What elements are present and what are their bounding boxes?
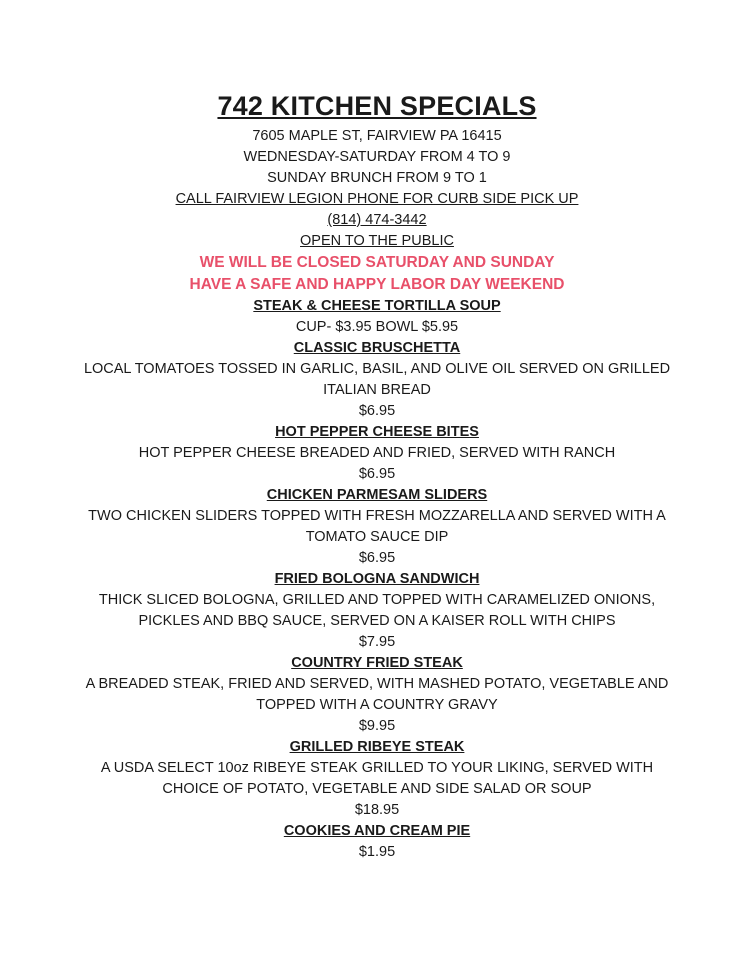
menu-item-name: CHICKEN PARMESAM SLIDERS bbox=[266, 487, 488, 503]
menu-item-description: TOMATO SAUCE DIP bbox=[305, 529, 449, 545]
menu-item-description: TWO CHICKEN SLIDERS TOPPED WITH FRESH MOZZARELLA AND SERVED WITH A bbox=[88, 508, 666, 524]
menu-item-price: $9.95 bbox=[358, 718, 396, 734]
menu-item-price: CUP- $3.95 BOWL $5.95 bbox=[295, 319, 459, 335]
menu-item bbox=[0, 737, 754, 821]
menu-item bbox=[0, 485, 754, 569]
menu-item-price: $1.95 bbox=[358, 844, 396, 860]
menu-item-description: ITALIAN BREAD bbox=[323, 382, 431, 398]
menu-item-price: $7.95 bbox=[358, 634, 396, 650]
menu-item-name: FRIED BOLOGNA SANDWICH bbox=[274, 571, 480, 587]
menu-item bbox=[0, 296, 754, 338]
menu-item-description: A USDA SELECT 10oz RIBEYE STEAK GRILLED TO YOUR LIKING, SERVED WITH bbox=[100, 760, 654, 776]
menu-item-name: COUNTRY FRIED STEAK bbox=[291, 655, 463, 671]
menu-item-description: PICKLES AND BBQ SAUCE, SERVED ON A KAISER ROLL WITH CHIPS bbox=[138, 613, 616, 629]
closed-notice: WE WILL BE CLOSED SATURDAY AND SUNDAY bbox=[199, 254, 555, 271]
menu-item-description: TOPPED WITH A COUNTRY GRAVY bbox=[256, 697, 498, 713]
menu-item-name: GRILLED RIBEYE STEAK bbox=[289, 739, 465, 755]
open-to-public: OPEN TO THE PUBLIC bbox=[300, 233, 454, 249]
menu-item-name: COOKIES AND CREAM PIE bbox=[283, 823, 471, 839]
menu-item-name: CLASSIC BRUSCHETTA bbox=[293, 340, 461, 356]
pickup-line: CALL FAIRVIEW LEGION PHONE FOR CURB SIDE PICK UP bbox=[175, 191, 579, 207]
menu-item-description: HOT PEPPER CHEESE BREADED AND FRIED, SERVED WITH RANCH bbox=[138, 445, 616, 461]
brunch-line: SUNDAY BRUNCH FROM 9 TO 1 bbox=[267, 170, 487, 186]
menu-item-description: A BREADED STEAK, FRIED AND SERVED, WITH MASHED POTATO, VEGETABLE AND bbox=[85, 676, 669, 692]
menu-item bbox=[0, 338, 754, 422]
menu-item bbox=[0, 821, 754, 863]
address-line: 7605 MAPLE ST, FAIRVIEW PA 16415 bbox=[252, 128, 502, 144]
hours-line: WEDNESDAY-SATURDAY FROM 4 TO 9 bbox=[243, 149, 511, 165]
menu-item bbox=[0, 569, 754, 653]
holiday-notice: HAVE A SAFE AND HAPPY LABOR DAY WEEKEND bbox=[189, 276, 565, 293]
phone-number: (814) 474-3442 bbox=[327, 212, 427, 228]
menu-item-price: $6.95 bbox=[358, 403, 396, 419]
menu-item-description: THICK SLICED BOLOGNA, GRILLED AND TOPPED WITH CARAMELIZED ONIONS, bbox=[98, 592, 656, 608]
menu-item bbox=[0, 653, 754, 737]
menu-item-description: LOCAL TOMATOES TOSSED IN GARLIC, BASIL, AND OLIVE OIL SERVED ON GRILLED bbox=[83, 361, 671, 377]
menu-item-price: $6.95 bbox=[358, 466, 396, 482]
menu-item-name: STEAK & CHEESE TORTILLA SOUP bbox=[253, 298, 501, 314]
menu-list bbox=[0, 296, 754, 863]
page-title: 742 KITCHEN SPECIALS bbox=[217, 91, 537, 121]
menu-item-name: HOT PEPPER CHEESE BITES bbox=[275, 424, 479, 440]
menu-item-price: $18.95 bbox=[354, 802, 400, 818]
menu-item-price: $6.95 bbox=[358, 550, 396, 566]
menu-item-description: CHOICE OF POTATO, VEGETABLE AND SIDE SALAD OR SOUP bbox=[162, 781, 592, 797]
menu-item bbox=[0, 422, 754, 485]
